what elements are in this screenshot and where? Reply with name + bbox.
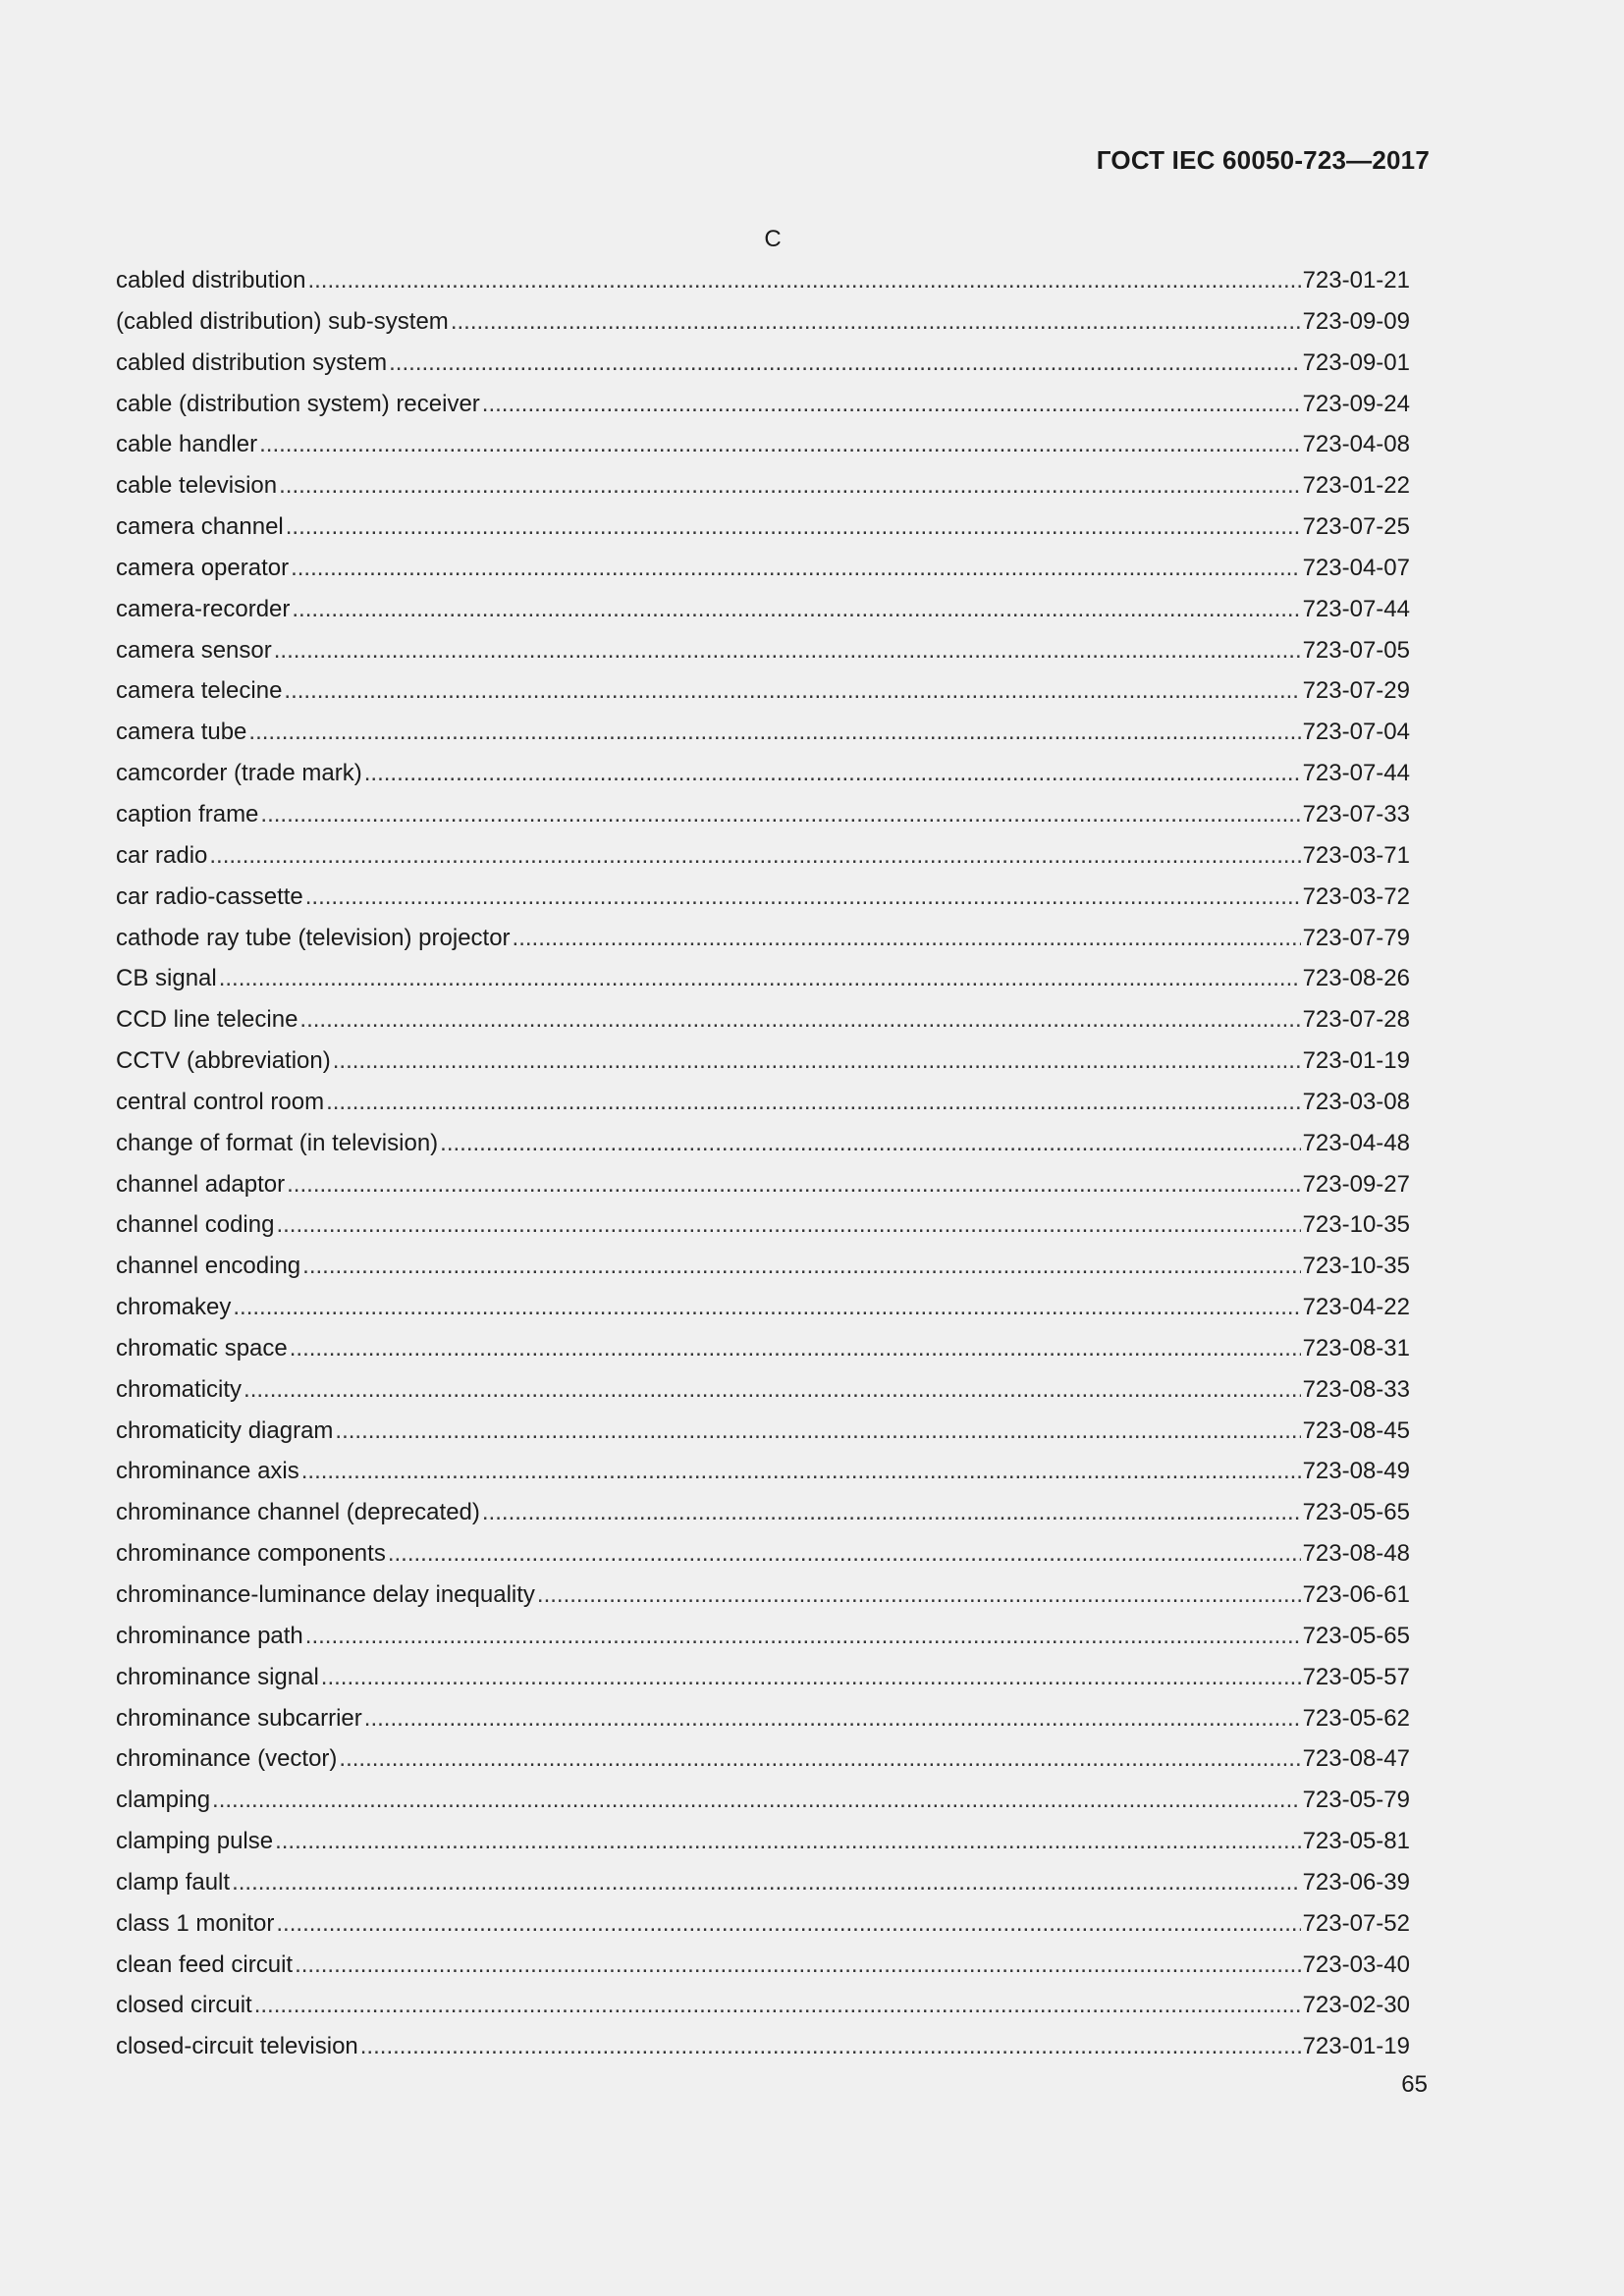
dot-leader (302, 1253, 1300, 1280)
index-term: clamp fault (116, 1868, 231, 1896)
index-code: 723-08-33 (1302, 1375, 1410, 1403)
index-entry (116, 760, 1410, 801)
index-code: 723-04-22 (1302, 1294, 1410, 1321)
index-code: 723-06-61 (1302, 1581, 1410, 1608)
dot-leader (326, 1089, 1300, 1116)
index-entry (116, 1705, 1410, 1746)
index-term: clamping (116, 1787, 211, 1814)
index-entry (116, 1253, 1410, 1294)
index-code: 723-07-79 (1302, 924, 1410, 951)
index-entry (116, 1951, 1410, 1993)
dot-leader (299, 1006, 1300, 1034)
index-entry (116, 267, 1410, 308)
index-term: clean feed circuit (116, 1950, 294, 1978)
index-term: chromakey (116, 1294, 232, 1321)
index-term: camera channel (116, 513, 284, 541)
dot-leader (440, 1130, 1300, 1157)
index-entry (116, 925, 1410, 966)
dot-leader (274, 637, 1301, 665)
index-term: camera tube (116, 719, 247, 746)
index-entry (116, 1047, 1410, 1089)
document-header: ГОСТ IEC 60050-723—2017 (1096, 145, 1430, 175)
dot-leader (513, 925, 1301, 952)
index-term: car radio (116, 841, 208, 869)
index-code: 723-04-48 (1302, 1129, 1410, 1156)
dot-leader (286, 513, 1301, 541)
index-entry (116, 1828, 1410, 1869)
index-term: camera sensor (116, 636, 272, 664)
index-term: chrominance axis (116, 1458, 299, 1485)
dot-leader (212, 1787, 1301, 1814)
dot-leader (232, 1869, 1301, 1896)
index-code: 723-03-40 (1302, 1950, 1410, 1978)
dot-leader (305, 1623, 1301, 1650)
dot-leader (451, 308, 1301, 336)
index-code: 723-07-25 (1302, 513, 1410, 541)
index-code: 723-08-49 (1302, 1458, 1410, 1485)
dot-leader (364, 760, 1301, 787)
index-term: camera-recorder (116, 595, 291, 622)
index-entry (116, 1294, 1410, 1335)
index-entry (116, 1130, 1410, 1171)
index-code: 723-06-39 (1302, 1868, 1410, 1896)
index-entry (116, 637, 1410, 678)
index-code: 723-04-07 (1302, 554, 1410, 581)
index-code: 723-04-08 (1302, 431, 1410, 458)
index-entry (116, 1745, 1410, 1787)
index-entry (116, 677, 1410, 719)
dot-leader (333, 1047, 1301, 1075)
index-entry (116, 1499, 1410, 1540)
index-term: channel adaptor (116, 1170, 286, 1198)
index-code: 723-07-29 (1302, 677, 1410, 705)
index-term: car radio-cassette (116, 882, 303, 910)
index-term: chrominance (vector) (116, 1745, 338, 1773)
index-entry (116, 1910, 1410, 1951)
dot-leader (260, 801, 1300, 828)
dot-leader (321, 1664, 1301, 1691)
index-term: chrominance channel (deprecated) (116, 1499, 480, 1526)
dot-leader (364, 1705, 1301, 1733)
index-code: 723-07-04 (1302, 719, 1410, 746)
index-entry (116, 1869, 1410, 1910)
index-term: central control room (116, 1088, 325, 1115)
index-term: cabled distribution system (116, 348, 388, 376)
index-term: caption frame (116, 800, 259, 828)
index-term: cathode ray tube (television) projector (116, 924, 511, 951)
index-entry (116, 513, 1410, 555)
index-entry (116, 1171, 1410, 1212)
index-code: 723-07-44 (1302, 760, 1410, 787)
index-code: 723-03-08 (1302, 1088, 1410, 1115)
dot-leader (482, 391, 1301, 418)
index-entry (116, 1664, 1410, 1705)
dot-leader (290, 1335, 1301, 1362)
dot-leader (360, 2033, 1301, 2060)
dot-leader (292, 596, 1300, 623)
index-code: 723-07-52 (1302, 1909, 1410, 1937)
index-entry (116, 965, 1410, 1006)
index-entry (116, 1458, 1410, 1499)
index-code: 723-07-44 (1302, 595, 1410, 622)
index-code: 723-05-65 (1302, 1622, 1410, 1649)
dot-leader (233, 1294, 1300, 1321)
index-code: 723-05-62 (1302, 1704, 1410, 1732)
index-entry (116, 596, 1410, 637)
index-term: chrominance path (116, 1622, 303, 1649)
index-code: 723-10-35 (1302, 1253, 1410, 1280)
index-term: channel coding (116, 1211, 275, 1239)
index-code: 723-03-71 (1302, 841, 1410, 869)
index-code: 723-08-48 (1302, 1540, 1410, 1568)
index-entry (116, 555, 1410, 596)
index-code: 723-10-35 (1302, 1211, 1410, 1239)
dot-leader (219, 965, 1301, 992)
index-term: cable handler (116, 431, 258, 458)
index-term: channel encoding (116, 1253, 301, 1280)
dot-leader (284, 677, 1300, 705)
dot-leader (209, 842, 1300, 870)
dot-leader (335, 1417, 1300, 1445)
index-term: chrominance subcarrier (116, 1704, 362, 1732)
index-term: chromaticity diagram (116, 1416, 334, 1444)
dot-leader (287, 1171, 1300, 1199)
index-term: chrominance components (116, 1540, 386, 1568)
dot-leader (295, 1951, 1300, 1979)
index-entry (116, 431, 1410, 472)
index-code: 723-08-26 (1302, 965, 1410, 992)
index-term: clamping pulse (116, 1828, 274, 1855)
index-entry (116, 1089, 1410, 1130)
index-entry (116, 1540, 1410, 1581)
index-code: 723-09-09 (1302, 307, 1410, 335)
index-entry (116, 719, 1410, 760)
index-code: 723-08-31 (1302, 1334, 1410, 1362)
dot-leader (259, 431, 1300, 458)
dot-leader (482, 1499, 1301, 1526)
index-term: CCD line telecine (116, 1006, 298, 1034)
index-code: 723-07-33 (1302, 800, 1410, 828)
index-entry (116, 842, 1410, 883)
index-code: 723-01-21 (1302, 267, 1410, 294)
index-entry (116, 391, 1410, 432)
dot-leader (537, 1581, 1301, 1609)
index-entry (116, 1992, 1410, 2033)
index-entry (116, 1417, 1410, 1459)
section-letter-heading: C (764, 226, 782, 252)
dot-leader (276, 1211, 1300, 1239)
dot-leader (301, 1458, 1301, 1485)
index-term: change of format (in television) (116, 1129, 439, 1156)
index-term: CCTV (abbreviation) (116, 1047, 331, 1075)
index-term: chromaticity (116, 1375, 243, 1403)
index-code: 723-07-28 (1302, 1006, 1410, 1034)
dot-leader (279, 472, 1300, 500)
index-entry (116, 801, 1410, 842)
dot-leader (254, 1992, 1301, 2019)
term-index-list (116, 267, 1410, 2074)
index-term: CB signal (116, 965, 217, 992)
index-entry (116, 1335, 1410, 1376)
index-entry (116, 1376, 1410, 1417)
dot-leader (307, 267, 1300, 294)
page-number: 65 (1401, 2071, 1428, 2098)
index-code: 723-03-72 (1302, 882, 1410, 910)
index-term: cabled distribution (116, 267, 306, 294)
index-entry (116, 1581, 1410, 1623)
index-code: 723-05-65 (1302, 1499, 1410, 1526)
index-entry (116, 1787, 1410, 1828)
index-entry (116, 349, 1410, 391)
index-code: 723-05-81 (1302, 1828, 1410, 1855)
index-term: chromatic space (116, 1334, 288, 1362)
dot-leader (276, 1910, 1300, 1938)
index-term: camcorder (trade mark) (116, 760, 362, 787)
index-code: 723-07-05 (1302, 636, 1410, 664)
index-code: 723-02-30 (1302, 1992, 1410, 2019)
index-term: chrominance-luminance delay inequality (116, 1581, 535, 1608)
index-term: cable (distribution system) receiver (116, 390, 480, 417)
index-entry (116, 1211, 1410, 1253)
index-code: 723-01-19 (1302, 2033, 1410, 2060)
dot-leader (291, 555, 1300, 582)
index-code: 723-05-57 (1302, 1663, 1410, 1690)
index-code: 723-09-01 (1302, 348, 1410, 376)
index-code: 723-05-79 (1302, 1787, 1410, 1814)
dot-leader (248, 719, 1300, 746)
index-code: 723-01-22 (1302, 472, 1410, 500)
index-term: closed-circuit television (116, 2033, 358, 2060)
index-entry (116, 472, 1410, 513)
index-entry (116, 1006, 1410, 1047)
index-entry (116, 1623, 1410, 1664)
index-entry (116, 2033, 1410, 2074)
dot-leader (388, 1540, 1301, 1568)
index-term: camera telecine (116, 677, 283, 705)
index-term: cable television (116, 472, 278, 500)
index-entry (116, 883, 1410, 925)
index-code: 723-09-27 (1302, 1170, 1410, 1198)
index-term: camera operator (116, 554, 290, 581)
index-term: chrominance signal (116, 1663, 319, 1690)
index-code: 723-08-47 (1302, 1745, 1410, 1773)
dot-leader (339, 1745, 1300, 1773)
index-term: class 1 monitor (116, 1909, 275, 1937)
index-code: 723-09-24 (1302, 390, 1410, 417)
index-code: 723-08-45 (1302, 1416, 1410, 1444)
dot-leader (275, 1828, 1300, 1855)
index-term: closed circuit (116, 1992, 252, 2019)
index-code: 723-01-19 (1302, 1047, 1410, 1075)
index-term: (cabled distribution) sub-system (116, 307, 449, 335)
dot-leader (244, 1376, 1301, 1404)
dot-leader (305, 883, 1301, 911)
index-entry (116, 308, 1410, 349)
dot-leader (389, 349, 1300, 377)
